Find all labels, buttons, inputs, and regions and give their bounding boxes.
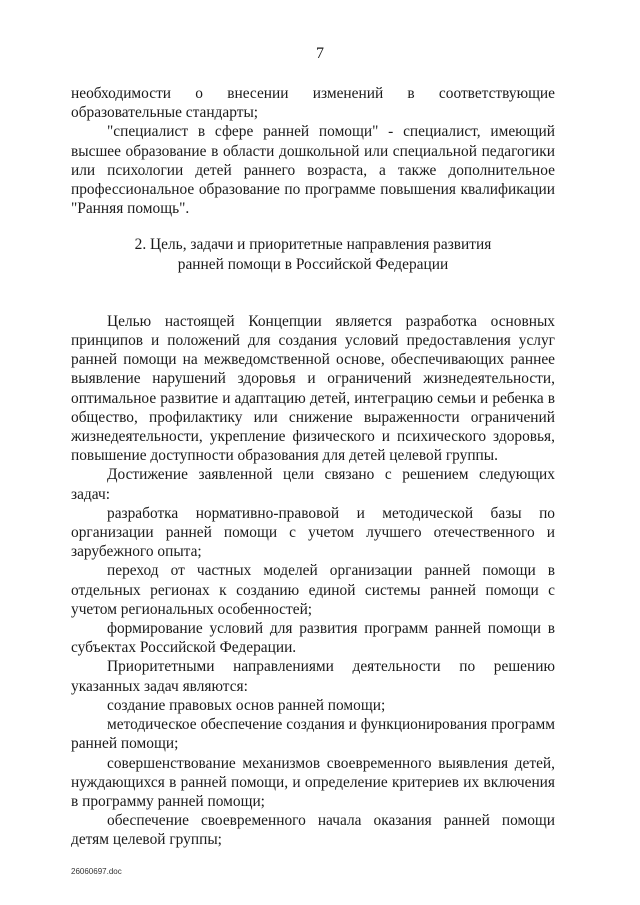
list-item: методическое обеспечение создания и функционирования программ ранней помощи; (71, 716, 555, 753)
list-item: формирование условий для развития программ ранней помощи в субъектах Российской Федерации. (71, 620, 555, 657)
paragraph: Целью настоящей Концепции является разработка основных принципов и положений для создания условий предоставления услуг ранней помощи на межведомственной основе, обеспечивающих раннее выявление нарушений здоровья и ограничений жизнедеятельности, оптимальное развитие и адаптацию детей, интеграцию семьи и ребенка в общество, профилактику или снижение выраженности ограничений жизнедеятельности, укрепление физического и психического здоровья, повышение доступности образования для детей целевой группы. (71, 312, 555, 465)
list-item: совершенствование механизмов своевременного выявления детей, нуждающихся в ранней помощи, и определение критериев их включения в программу ранней помощи; (71, 754, 555, 810)
section-heading (71, 218, 555, 311)
page-number: 7 (316, 45, 324, 62)
list-item: обеспечение своевременного начала оказания ранней помощи детям целевой группы; (71, 812, 555, 849)
list-item: переход от частных моделей организации ранней помощи в отдельных регионах к созданию единой системы ранней помощи с учетом региональных особенностей; (71, 562, 555, 618)
paragraph: Приоритетными направлениями деятельности по решению указанных задач являются: (71, 658, 555, 695)
footer-file-name: 26060697.doc (71, 867, 122, 876)
paragraph: "специалист в сфере ранней помощи" - специалист, имеющий высшее образование в области дошкольной или специальной педагогики или психологии детей раннего возраста, а также дополнительное профессиональное образование по программе повышения квалификации "Ранняя помощь". (71, 123, 555, 218)
section-heading-line: ранней помощи в Российской Федерации (177, 255, 449, 273)
document-body (71, 84, 555, 850)
section-heading-line: 2. Цель, задачи и приоритетные направления развития (134, 236, 492, 254)
list-item: разработка нормативно-правовой и методической базы по организации ранней помощи с учетом лучшего отечественного и зарубежного опыта; (71, 504, 555, 561)
paragraph: Достижение заявленной цели связано с решением следующих задач: (71, 466, 555, 503)
list-item: создание правовых основ ранней помощи; (107, 696, 386, 714)
paragraph: необходимости о внесении изменений в соответствующие образовательные стандарты; (71, 85, 555, 122)
